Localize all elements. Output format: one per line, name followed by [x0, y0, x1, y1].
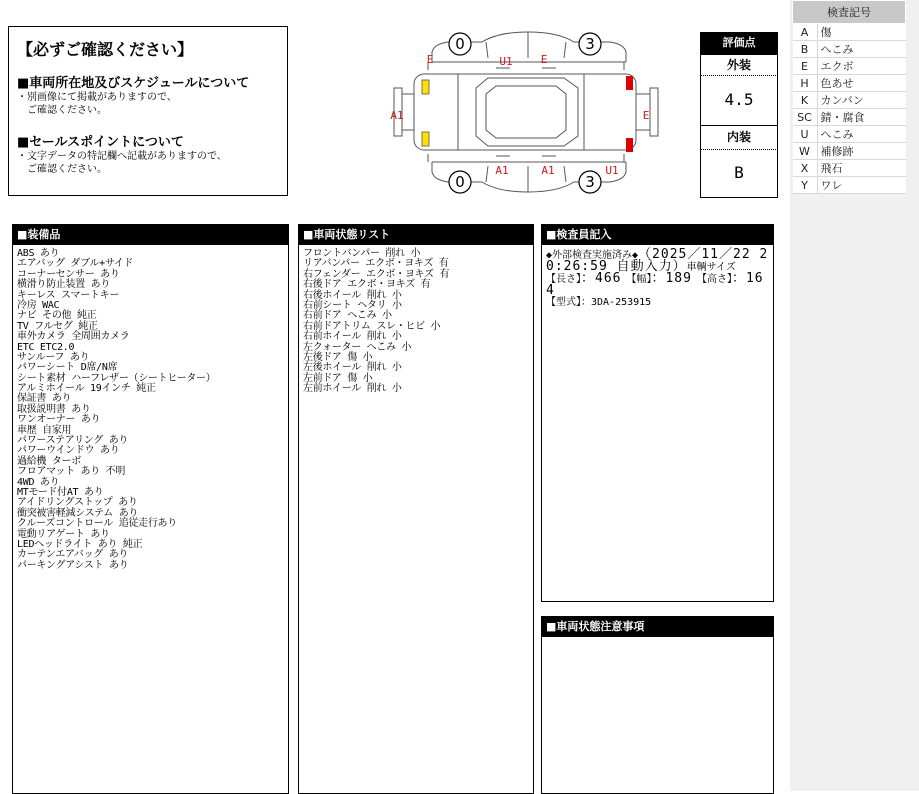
- damage-mark-rear-right-lower: [626, 138, 633, 152]
- condition-item: 右後ホイール 削れ 小: [303, 289, 402, 301]
- equipment-item: キーレス スマートキー: [17, 289, 120, 301]
- model-value: ：3DA-253915: [581, 297, 652, 308]
- condition-item: 右フェンダー エクボ・ヨキズ 有: [303, 268, 450, 280]
- condition-list: [299, 245, 533, 394]
- equipment-item: アルミホイール 19インチ 純正: [17, 383, 156, 395]
- width-value: ：189: [651, 271, 692, 286]
- legend-row: H 色あせ: [793, 75, 906, 92]
- condition-item: フロントバンパー 削れ 小: [303, 248, 421, 259]
- condition-item: 左後ドア 傷 小: [303, 351, 373, 363]
- interior-label: 内装: [700, 126, 778, 150]
- equipment-item: ETC ETC2.0: [17, 341, 75, 353]
- condition-item: 左クォーター へこみ 小: [303, 341, 412, 353]
- mark-left-a1: A1: [390, 109, 404, 122]
- equipment-item: パワーシート D席/N席: [17, 362, 118, 374]
- equipment-item: 4WD あり: [17, 476, 60, 488]
- condition-item: 右前ドア へこみ 小: [303, 310, 392, 322]
- mark-top-e-right: E: [540, 53, 548, 66]
- equipment-item: ワンオーナー あり: [17, 414, 101, 426]
- car-damage-diagram: [388, 28, 664, 196]
- legend-row: U へこみ: [793, 126, 906, 143]
- equipment-item: ナビ その他 純正: [17, 310, 97, 322]
- condition-item: 右前シート ヘタリ 小: [303, 299, 402, 311]
- damage-mark-front-left: [422, 80, 429, 94]
- equipment-item: 車外カメラ 全周囲カメラ: [17, 331, 130, 343]
- notice-section2-text: ・文字データの特記欄へ記載がありますので、 ご確認ください。: [17, 151, 227, 175]
- notice-title: 【必ずご確認ください】: [17, 40, 194, 59]
- equipment-item: サンルーフ あり: [17, 351, 90, 363]
- equipment-item: MTモード付AT あり: [17, 486, 104, 498]
- condition-item: 右前ホイール 削れ 小: [303, 331, 402, 343]
- equipment-item: クルーズコントロール 追従走行あり: [17, 518, 177, 530]
- equipment-item: パワーウインドウ あり: [17, 445, 120, 457]
- height-label: 【高さ】: [701, 274, 732, 285]
- height-value: ：164: [546, 271, 764, 298]
- equipment-item: カーテンエアバッグ あり: [17, 549, 129, 561]
- condition-item: 左後ホイール 削れ 小: [303, 362, 402, 374]
- damage-mark-front-left-lower: [422, 132, 429, 146]
- inspection-datetime: （2025／11／22 20:26:59 自動入力）: [546, 247, 769, 274]
- model-label: 【型式】: [546, 297, 581, 308]
- equipment-item: アイドリングストップ あり: [17, 497, 138, 509]
- equipment-item: シート素材 ハーフレザー（シートヒーター）: [17, 372, 216, 384]
- notice-section1-heading: ■車両所在地及びスケジュールについて: [17, 76, 250, 91]
- equipment-item: パワーステアリング あり: [17, 435, 129, 447]
- equipment-item: 冷房 WAC: [17, 299, 60, 311]
- exterior-label: 外装: [700, 54, 778, 76]
- vehicle-size-label: 車輌サイズ: [686, 262, 736, 273]
- notice-section1-text: ・別画像にて掲載がありますので、 ご確認ください。: [17, 92, 177, 116]
- vehicle-condition-panel: [298, 224, 534, 794]
- mark-top-u1: U1: [499, 55, 513, 68]
- condition-item: 右前ドアトリム スレ・ヒビ 小: [303, 320, 441, 332]
- equipment-heading: ■装備品: [13, 225, 288, 245]
- legend-row: W 補修跡: [793, 143, 906, 160]
- wheel-mark-bottom-right: 3: [585, 173, 595, 191]
- legend-row: A 傷: [793, 24, 906, 41]
- condition-item: 左前ホイール 削れ 小: [303, 383, 402, 395]
- equipment-item: 横滑り防止装置 あり: [17, 279, 111, 291]
- legend-row: K カンバン: [793, 92, 906, 109]
- inspector-text: [542, 245, 773, 308]
- condition-caution-panel: [541, 616, 774, 794]
- inspector-heading: ■検査員記入: [542, 225, 773, 245]
- wheel-mark-top-right: 3: [585, 35, 595, 53]
- equipment-item: フロアマット あり 不明: [17, 466, 126, 478]
- equipment-item: 取扱説明書 あり: [17, 403, 91, 415]
- exterior-score: 4.5: [700, 76, 778, 126]
- legend-row: B へこみ: [793, 41, 906, 58]
- legend-row: E エクボ: [793, 58, 906, 75]
- length-value: ：466: [581, 271, 622, 286]
- legend-row: Y ワレ: [793, 177, 906, 194]
- equipment-item: エアバッグ ダブル+サイド: [17, 258, 134, 270]
- legend-row: SC 錆・腐食: [793, 109, 906, 126]
- mark-bottom-a1-right: A1: [541, 164, 555, 177]
- damage-mark-rear-right: [626, 76, 633, 90]
- mark-top-e-left: E: [426, 53, 434, 66]
- condition-item: 右後ドア エクボ・ヨキズ 有: [303, 279, 431, 291]
- equipment-item: コーナーセンサー あり: [17, 268, 120, 280]
- length-label: 【長さ】: [546, 274, 581, 285]
- equipment-item: 電動リアゲート あり: [17, 528, 110, 540]
- caution-heading: ■車両状態注意事項: [542, 617, 773, 637]
- legend-title: 検査記号: [793, 1, 906, 24]
- equipment-item: パーキングアシスト あり: [17, 559, 129, 571]
- notice-box: [8, 26, 288, 196]
- equipment-item: 衝突被害軽減システム あり: [17, 507, 139, 519]
- condition-heading: ■車両状態リスト: [299, 225, 533, 245]
- wheel-mark-top-left: 0: [455, 35, 465, 53]
- equipment-item: TV フルセグ 純正: [17, 320, 98, 332]
- interior-score: B: [700, 150, 778, 198]
- condition-item: リアバンパー エクボ・ヨキズ 有: [303, 258, 449, 270]
- mark-bottom-a1-left: A1: [495, 164, 509, 177]
- mark-bottom-u1: U1: [605, 164, 619, 177]
- notice-section2-heading: ■セールスポイントについて: [17, 135, 184, 150]
- inspection-status: ◆外部検査実施済み◆: [546, 250, 639, 261]
- equipment-item: 過給機 ターボ: [17, 455, 81, 467]
- equipment-item: LEDヘッドライト あり 純正: [17, 538, 143, 550]
- equipment-item: ABS あり: [17, 248, 60, 259]
- legend-row: X 飛石: [793, 160, 906, 177]
- equipment-item: 車歴 自家用: [17, 424, 72, 436]
- inspection-code-legend: [792, 0, 906, 194]
- width-label: 【幅】: [631, 274, 652, 285]
- wheel-mark-bottom-left: 0: [455, 173, 465, 191]
- equipment-panel: [12, 224, 289, 794]
- mark-right-e: E: [642, 109, 650, 122]
- rating-label: 評価点: [700, 32, 778, 54]
- rating-box: [700, 32, 778, 202]
- equipment-item: 保証書 あり: [17, 393, 72, 405]
- equipment-list: [13, 245, 288, 571]
- condition-item: 左前ドア 傷 小: [303, 372, 373, 384]
- inspector-notes-panel: [541, 224, 774, 602]
